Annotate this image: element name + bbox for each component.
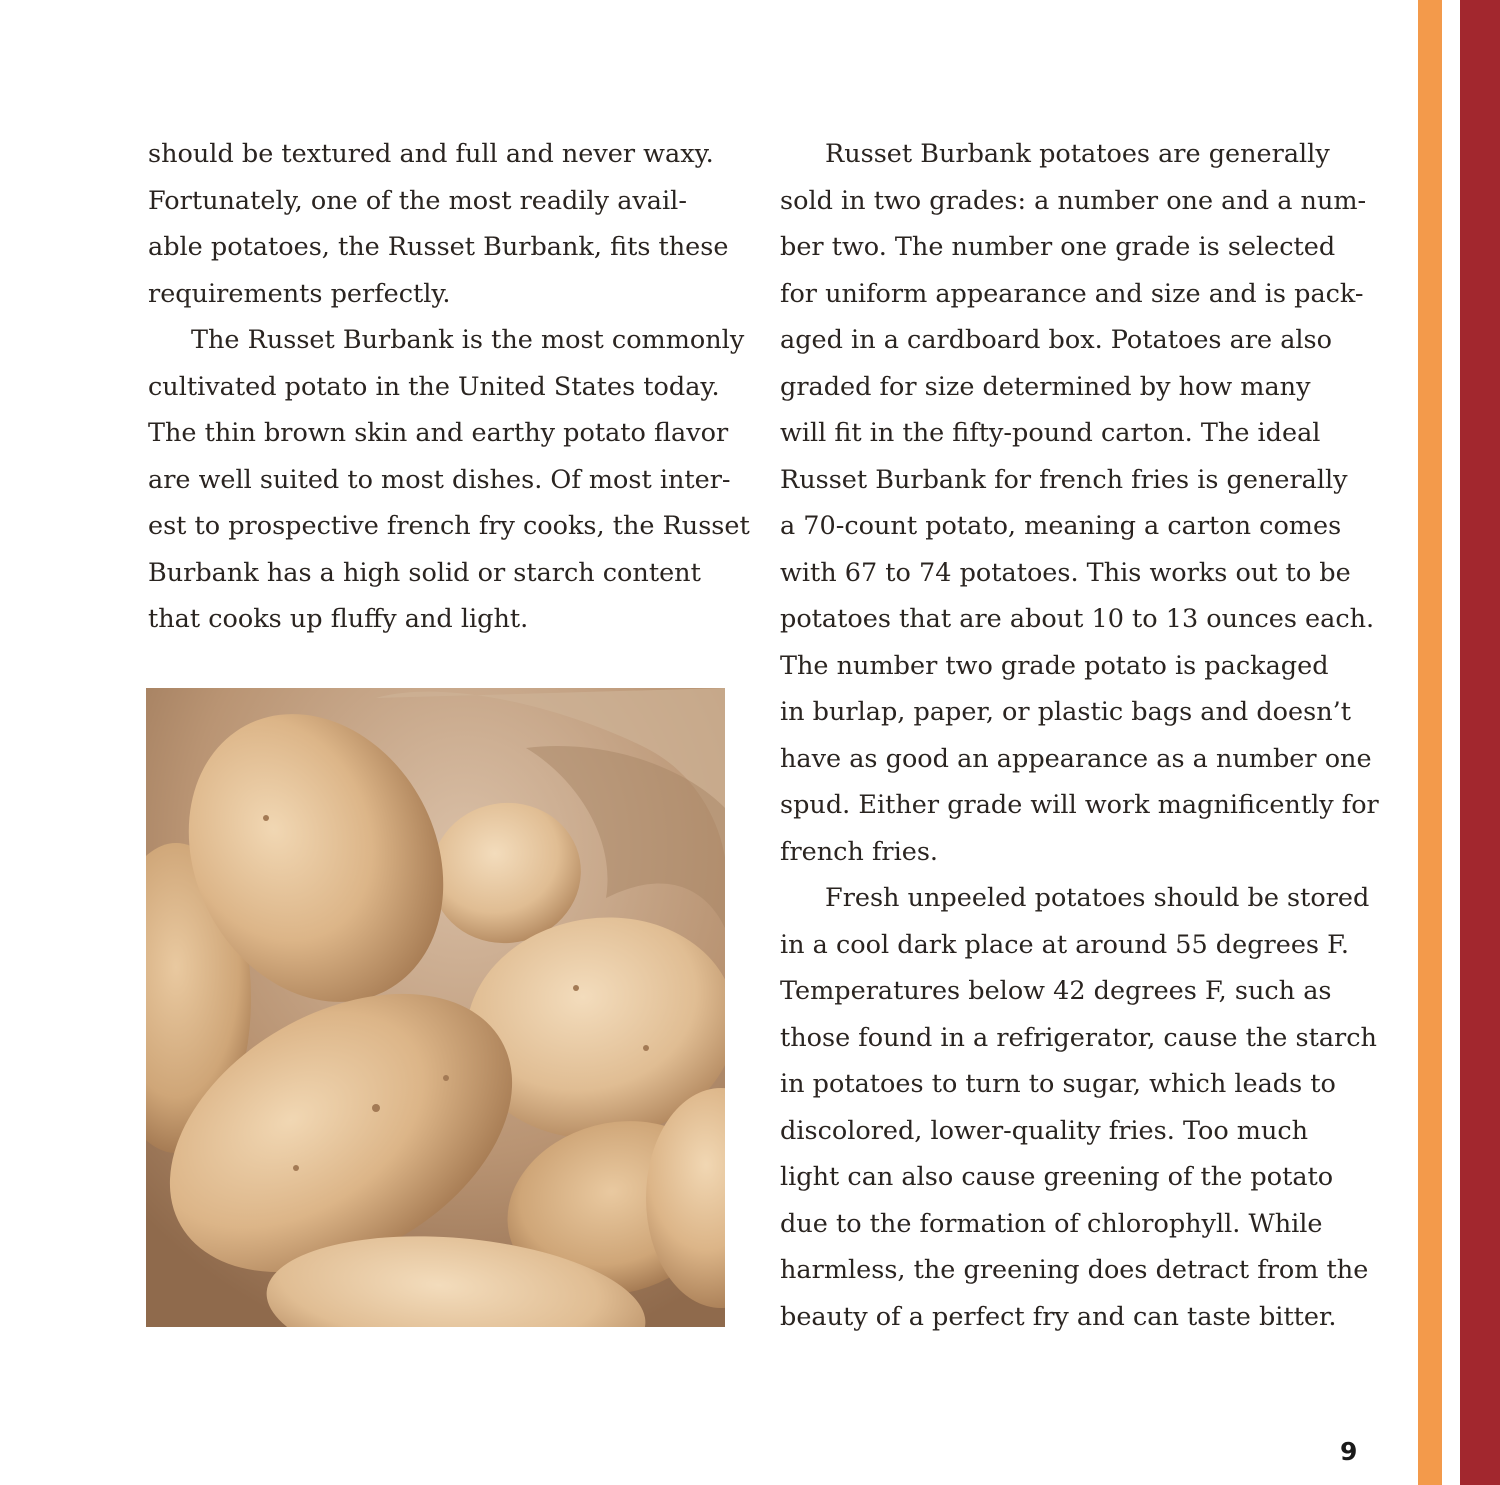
text-line: due to the formation of chlorophyll. While bbox=[780, 1208, 1323, 1239]
text-line: have as good an appearance as a number one bbox=[780, 743, 1372, 774]
text-line: Russet Burbank for french fries is generally bbox=[780, 464, 1348, 495]
orange-edge-stripe bbox=[1418, 0, 1442, 1485]
paragraph-start-line: Russet Burbank potatoes are generally bbox=[825, 139, 1330, 169]
text-line: beauty of a perfect fry and can taste bitter. bbox=[780, 1301, 1337, 1332]
text-line: those found in a refrigerator, cause the starch bbox=[780, 1022, 1377, 1053]
text-line: potatoes that are about 10 to 13 ounces each. bbox=[780, 604, 1375, 634]
text-line: in potatoes to turn to sugar, which leads to bbox=[780, 1069, 1336, 1099]
potatoes-photo bbox=[146, 688, 725, 1327]
potatoes-illustration bbox=[146, 688, 725, 1327]
text-line: cultivated potato in the United States today. bbox=[148, 371, 720, 402]
text-line: The thin brown skin and earthy potato flavor bbox=[148, 418, 729, 448]
text-line: are well suited to most dishes. Of most inter- bbox=[148, 464, 731, 495]
text-line: with 67 to 74 potatoes. This works out to be bbox=[780, 557, 1351, 588]
left-text-column bbox=[148, 131, 750, 643]
right-text-column bbox=[780, 131, 1379, 1340]
text-line: in burlap, paper, or plastic bags and doesn’t bbox=[780, 697, 1351, 727]
text-line: The number two grade potato is packaged bbox=[780, 650, 1329, 681]
text-line: est to prospective french fry cooks, the Russet bbox=[148, 511, 750, 541]
text-line: french fries. bbox=[780, 836, 939, 867]
text-line: requirements perfectly. bbox=[148, 278, 451, 309]
paragraph-start-line: The Russet Burbank is the most commonly bbox=[191, 325, 745, 355]
text-line: sold in two grades: a number one and a num- bbox=[780, 185, 1367, 216]
text-line: harmless, the greening does detract from the bbox=[780, 1255, 1369, 1285]
white-edge-stripe bbox=[1442, 0, 1460, 1485]
text-line: will fit in the fifty-pound carton. The ideal bbox=[780, 418, 1321, 448]
red-edge-stripe bbox=[1460, 0, 1500, 1485]
text-line: light can also cause greening of the potato bbox=[780, 1162, 1334, 1192]
text-line: a 70-count potato, meaning a carton comes bbox=[780, 511, 1342, 541]
text-line: ber two. The number one grade is selected bbox=[780, 232, 1336, 262]
text-line: for uniform appearance and size and is pack- bbox=[780, 278, 1364, 309]
text-line: able potatoes, the Russet Burbank, fits these bbox=[148, 232, 729, 262]
text-line: in a cool dark place at around 55 degrees F. bbox=[780, 929, 1349, 960]
text-line: spud. Either grade will work magnificently for bbox=[780, 790, 1379, 820]
text-line: that cooks up fluffy and light. bbox=[148, 604, 529, 634]
text-line: aged in a cardboard box. Potatoes are also bbox=[780, 325, 1332, 355]
paragraph-start-line: Fresh unpeeled potatoes should be stored bbox=[825, 883, 1370, 913]
text-line: Burbank has a high solid or starch content bbox=[148, 557, 701, 588]
text-line: Fortunately, one of the most readily avail- bbox=[148, 185, 687, 216]
text-line: graded for size determined by how many bbox=[780, 371, 1311, 402]
page-number: 9 bbox=[1340, 1437, 1358, 1466]
text-line: discolored, lower-quality fries. Too much bbox=[780, 1115, 1309, 1146]
text-line: should be textured and full and never waxy. bbox=[148, 139, 714, 169]
text-line: Temperatures below 42 degrees F, such as bbox=[780, 976, 1332, 1006]
